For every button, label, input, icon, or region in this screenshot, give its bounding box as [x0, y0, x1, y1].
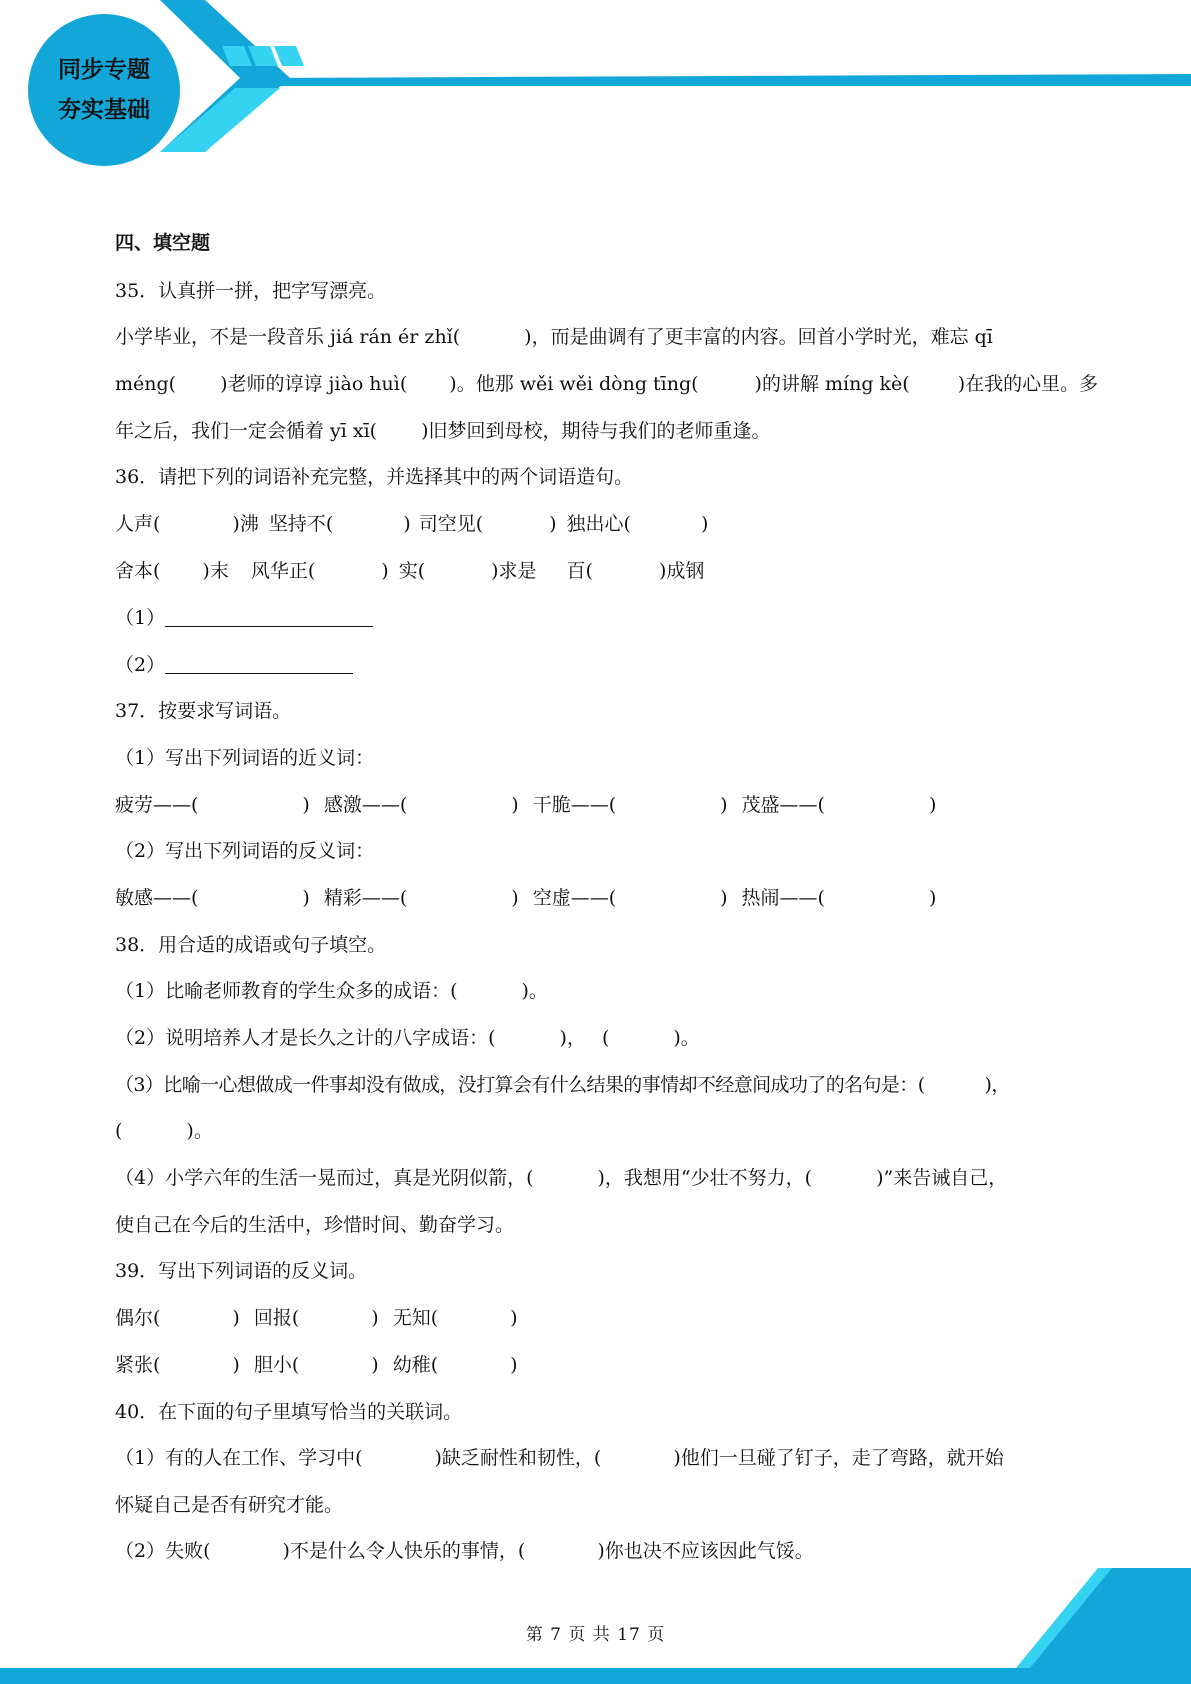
q40-item2: （2）失败( )不是什么令人快乐的事情，( )你也决不应该因此气馁。: [115, 1540, 814, 1562]
q37-synonyms: 疲劳——( ) 感激——( ) 干脆——( ) 茂盛——( ): [115, 794, 937, 816]
q36-title: 36．请把下列的词语补充完整，并选择其中的两个词语造句。: [115, 466, 634, 488]
q40-item1-cont: 怀疑自己是否有研究才能。: [115, 1494, 344, 1516]
q37-title: 37．按要求写词语。: [115, 700, 292, 722]
section-title: 四、填空题: [115, 232, 211, 254]
q38-item4-cont: 使自己在今后的生活中，珍惜时间、勤奋学习。: [115, 1214, 515, 1236]
footer-decoration: [0, 1564, 1191, 1684]
q38-item1: （1）比喻老师教育的学生众多的成语：( )。: [115, 980, 548, 1002]
q36-sentence1: （1）: [115, 603, 373, 630]
q38-item4: （4）小学六年的生活一晃而过，真是光阴似箭，( )，我想用“少壮不努力，( )”来告诫自己，: [115, 1167, 1008, 1189]
q35-line2: méng( )老师的谆谆 jiào huì( )。他那 wěi wěi dòng tīng( )的讲解 míng kè( )在我的心里。多: [115, 373, 1099, 395]
answer-line[interactable]: [165, 608, 373, 627]
q36-row2: 舍本( )末 风华正( ) 实( )求是 百( )成钢: [115, 560, 705, 582]
q37-sub1: （1）写出下列词语的近义词：: [115, 747, 375, 769]
q38-item3-cont: ( )。: [115, 1120, 213, 1142]
q37-antonyms: 敏感——( ) 精彩——( ) 空虚——( ) 热闹——( ): [115, 887, 937, 909]
q35-title: 35．认真拼一拼，把字写漂亮。: [115, 280, 387, 302]
q39-title: 39．写出下列词语的反义词。: [115, 1260, 368, 1282]
q35-line3: 年之后，我们一定会循着 yī xī( )旧梦回到母校，期待与我们的老师重逢。: [115, 420, 771, 442]
q38-title: 38．用合适的成语或句子填空。: [115, 934, 387, 956]
q39-row1: 偶尔( ) 回报( ) 无知( ): [115, 1307, 518, 1329]
q40-item1: （1）有的人在工作、学习中( )缺乏耐性和韧性，( )他们一旦碰了钉子，走了弯路，就开始: [115, 1447, 1004, 1469]
q40-title: 40．在下面的句子里填写恰当的关联词。: [115, 1401, 463, 1423]
q39-row2: 紧张( ) 胆小( ) 幼稚( ): [115, 1354, 518, 1376]
badge-line2: 夯实基础: [58, 97, 150, 123]
q36-row1: 人声( )沸 坚持不( ) 司空见( ) 独出心( ): [115, 513, 709, 535]
answer-line[interactable]: [165, 655, 353, 674]
q35-line1: 小学毕业，不是一段音乐 jiá rán ér zhǐ( )，而是曲调有了更丰富的内容。回首小学时光，难忘 qī: [115, 326, 993, 348]
badge-line1: 同步专题: [58, 57, 150, 83]
page-number: 第 7 页 共 17 页: [525, 1625, 666, 1645]
q37-sub2: （2）写出下列词语的反义词：: [115, 840, 375, 862]
q38-item2: （2）说明培养人才是长久之计的八字成语：( )， ( )。: [115, 1027, 700, 1049]
header-badge: [28, 14, 180, 166]
q38-item3: （3）比喻一心想做成一件事却没有做成，没打算会有什么结果的事情却不经意间成功了的名句是：( )，: [115, 1074, 1010, 1096]
q36-sentence2: （2）: [115, 650, 353, 677]
